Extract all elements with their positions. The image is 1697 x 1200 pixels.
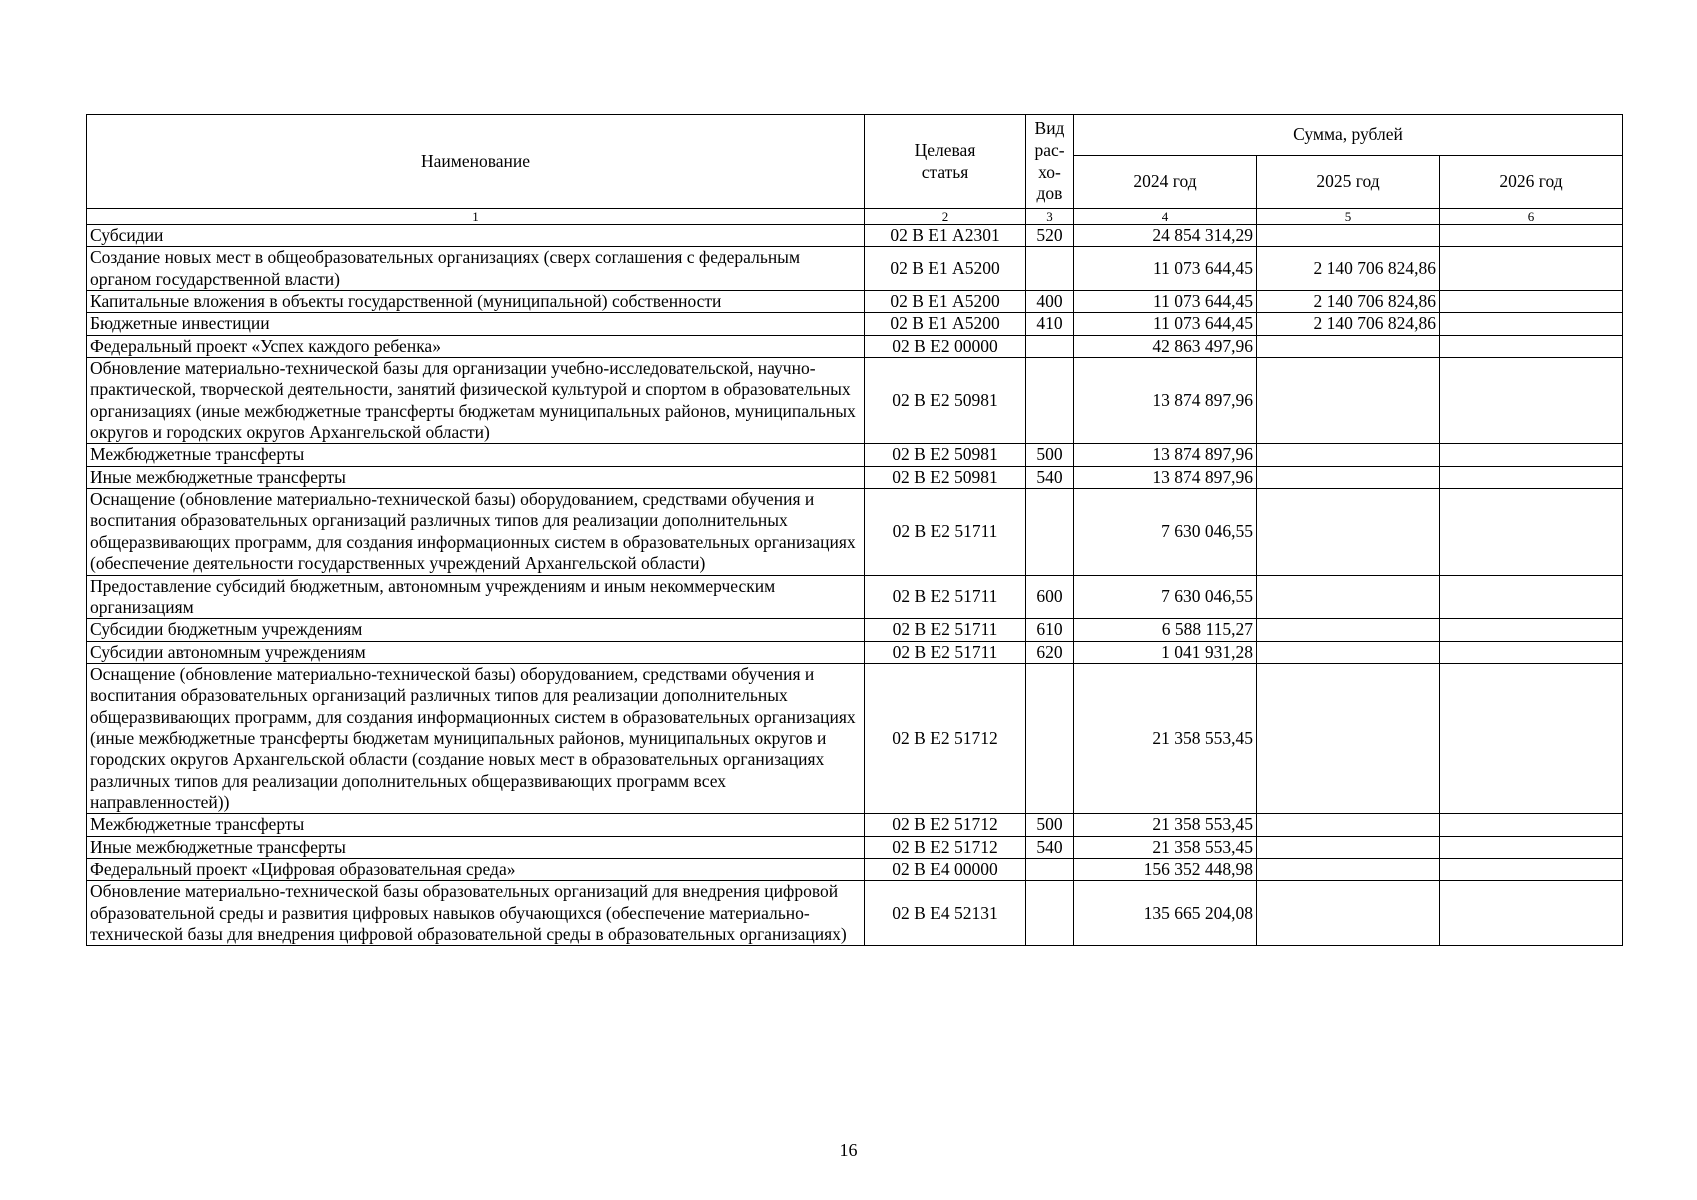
row-target-article: 02 В Е1 А5200	[865, 313, 1026, 335]
row-amount-2026	[1440, 881, 1623, 946]
row-expense-type: 400	[1026, 291, 1074, 313]
table-row	[87, 575, 1623, 619]
row-amount-2026	[1440, 466, 1623, 488]
row-name: Субсидии автономным учреждениям	[87, 641, 865, 663]
row-expense-type: 410	[1026, 313, 1074, 335]
row-amount-2025	[1257, 858, 1440, 880]
row-amount-2026	[1440, 247, 1623, 291]
row-amount-2026	[1440, 619, 1623, 641]
table-row	[87, 358, 1623, 444]
row-amount-2026	[1440, 575, 1623, 619]
row-name: Иные межбюджетные трансферты	[87, 836, 865, 858]
row-expense-type: 540	[1026, 836, 1074, 858]
row-amount-2026	[1440, 291, 1623, 313]
header-year-2024: 2024 год	[1074, 156, 1257, 209]
row-name: Межбюджетные трансферты	[87, 814, 865, 836]
row-amount-2026	[1440, 335, 1623, 357]
row-amount-2024: 1 041 931,28	[1074, 641, 1257, 663]
row-amount-2024: 21 358 553,45	[1074, 663, 1257, 813]
column-number: 3	[1026, 209, 1074, 225]
table-row	[87, 313, 1623, 335]
row-amount-2025	[1257, 836, 1440, 858]
row-amount-2024: 135 665 204,08	[1074, 881, 1257, 946]
column-numbers-row	[87, 209, 1623, 225]
table-row	[87, 881, 1623, 946]
table-row	[87, 858, 1623, 880]
row-name: Субсидии бюджетным учреждениям	[87, 619, 865, 641]
row-expense-type: 500	[1026, 814, 1074, 836]
column-number: 6	[1440, 209, 1623, 225]
row-target-article: 02 В Е2 51711	[865, 575, 1026, 619]
row-name: Субсидии	[87, 225, 865, 247]
row-target-article: 02 В Е2 51711	[865, 489, 1026, 575]
row-expense-type: 610	[1026, 619, 1074, 641]
row-amount-2026	[1440, 489, 1623, 575]
row-amount-2025: 2 140 706 824,86	[1257, 247, 1440, 291]
row-expense-type	[1026, 858, 1074, 880]
row-amount-2026	[1440, 641, 1623, 663]
row-name: Оснащение (обновление материально-технической базы) оборудованием, средствами обучения и воспитания образовательных организаций различных типов для реализации дополнительных общеразвивающих программ, для создания информационных систем в образовательных организациях (обеспечение деятельности государственных учреждений Архангельской области)	[87, 489, 865, 575]
row-amount-2024: 11 073 644,45	[1074, 247, 1257, 291]
row-amount-2025	[1257, 641, 1440, 663]
column-number: 4	[1074, 209, 1257, 225]
row-amount-2026	[1440, 814, 1623, 836]
row-amount-2024: 21 358 553,45	[1074, 814, 1257, 836]
row-expense-type	[1026, 247, 1074, 291]
row-name: Оснащение (обновление материально-технической базы) оборудованием, средствами обучения и воспитания образовательных организаций различных типов для реализации дополнительных общеразвивающих программ, для создания информационных систем в образовательных организациях (иные межбюджетные трансферты бюджетам муниципальных районов, муниципальных округов и городских округов Архангельской области (создание новых мест в образовательных организациях различных типов для реализации дополнительных общеразвивающих программ всех направленностей))	[87, 663, 865, 813]
table-row	[87, 641, 1623, 663]
column-number: 5	[1257, 209, 1440, 225]
row-target-article: 02 В Е4 00000	[865, 858, 1026, 880]
row-amount-2024: 7 630 046,55	[1074, 575, 1257, 619]
row-amount-2026	[1440, 225, 1623, 247]
row-amount-2025	[1257, 225, 1440, 247]
row-expense-type: 500	[1026, 444, 1074, 466]
row-amount-2025	[1257, 881, 1440, 946]
header-expense-type-label: Вид рас-хо-дов	[1034, 118, 1065, 204]
row-amount-2024: 13 874 897,96	[1074, 466, 1257, 488]
row-expense-type	[1026, 663, 1074, 813]
row-amount-2024: 42 863 497,96	[1074, 335, 1257, 357]
row-amount-2024: 11 073 644,45	[1074, 291, 1257, 313]
row-amount-2025	[1257, 575, 1440, 619]
row-name: Иные межбюджетные трансферты	[87, 466, 865, 488]
row-amount-2025	[1257, 619, 1440, 641]
table-row	[87, 225, 1623, 247]
table-row	[87, 335, 1623, 357]
row-name: Обновление материально-технической базы образовательных организаций для внедрения цифровой образовательной среды и развития цифровых навыков обучающихся (обеспечение материально-технической базы для внедрения цифровой образовательной среды в образовательных организациях)	[87, 881, 865, 946]
row-amount-2026	[1440, 836, 1623, 858]
table-row	[87, 814, 1623, 836]
row-expense-type: 620	[1026, 641, 1074, 663]
row-amount-2026	[1440, 444, 1623, 466]
row-target-article: 02 В Е2 51712	[865, 836, 1026, 858]
row-amount-2025	[1257, 358, 1440, 444]
row-amount-2024: 24 854 314,29	[1074, 225, 1257, 247]
row-expense-type: 520	[1026, 225, 1074, 247]
row-amount-2026	[1440, 358, 1623, 444]
column-number: 2	[865, 209, 1026, 225]
header-year-2026: 2026 год	[1440, 156, 1623, 209]
budget-table	[86, 114, 1623, 946]
table-row	[87, 444, 1623, 466]
row-amount-2024: 156 352 448,98	[1074, 858, 1257, 880]
row-target-article: 02 В Е2 51712	[865, 663, 1026, 813]
table-row	[87, 291, 1623, 313]
row-amount-2024: 21 358 553,45	[1074, 836, 1257, 858]
row-amount-2025: 2 140 706 824,86	[1257, 291, 1440, 313]
table-row	[87, 836, 1623, 858]
row-target-article: 02 В Е2 50981	[865, 466, 1026, 488]
header-target-article-label: Целевая статья	[914, 140, 976, 182]
row-amount-2025	[1257, 444, 1440, 466]
row-name: Создание новых мест в общеобразовательных организациях (сверх соглашения с федеральным органом государственной власти)	[87, 247, 865, 291]
row-target-article: 02 В Е2 51712	[865, 814, 1026, 836]
row-name: Бюджетные инвестиции	[87, 313, 865, 335]
row-target-article: 02 В Е2 51711	[865, 641, 1026, 663]
row-name: Межбюджетные трансферты	[87, 444, 865, 466]
table-body	[87, 225, 1623, 946]
row-target-article: 02 В Е2 00000	[865, 335, 1026, 357]
header-amount: Сумма, рублей	[1074, 115, 1623, 156]
row-amount-2024: 11 073 644,45	[1074, 313, 1257, 335]
row-expense-type	[1026, 881, 1074, 946]
row-amount-2024: 13 874 897,96	[1074, 358, 1257, 444]
row-amount-2025	[1257, 814, 1440, 836]
row-name: Федеральный проект «Цифровая образовательная среда»	[87, 858, 865, 880]
row-amount-2026	[1440, 858, 1623, 880]
row-name: Капитальные вложения в объекты государственной (муниципальной) собственности	[87, 291, 865, 313]
row-target-article: 02 В Е1 А5200	[865, 291, 1026, 313]
row-name: Федеральный проект «Успех каждого ребенка»	[87, 335, 865, 357]
row-expense-type: 540	[1026, 466, 1074, 488]
row-amount-2025	[1257, 663, 1440, 813]
row-target-article: 02 В Е2 51711	[865, 619, 1026, 641]
table-row	[87, 466, 1623, 488]
row-expense-type	[1026, 335, 1074, 357]
row-expense-type	[1026, 358, 1074, 444]
row-amount-2026	[1440, 663, 1623, 813]
row-amount-2025	[1257, 489, 1440, 575]
table-row	[87, 619, 1623, 641]
table-row	[87, 489, 1623, 575]
row-name: Предоставление субсидий бюджетным, автономным учреждениям и иным некоммерческим организациям	[87, 575, 865, 619]
row-amount-2025: 2 140 706 824,86	[1257, 313, 1440, 335]
header-row	[87, 115, 1623, 156]
row-expense-type: 600	[1026, 575, 1074, 619]
row-expense-type	[1026, 489, 1074, 575]
table-row	[87, 247, 1623, 291]
column-number: 1	[87, 209, 865, 225]
row-target-article: 02 В Е2 50981	[865, 444, 1026, 466]
row-amount-2024: 6 588 115,27	[1074, 619, 1257, 641]
table-row	[87, 663, 1623, 813]
row-target-article: 02 В Е4 52131	[865, 881, 1026, 946]
row-amount-2024: 7 630 046,55	[1074, 489, 1257, 575]
header-expense-type	[1026, 115, 1074, 209]
row-amount-2025	[1257, 466, 1440, 488]
page-number: 16	[839, 1140, 858, 1160]
row-target-article: 02 В Е1 А5200	[865, 247, 1026, 291]
row-target-article: 02 В Е2 50981	[865, 358, 1026, 444]
header-name: Наименование	[87, 115, 865, 209]
header-target-article	[865, 115, 1026, 209]
row-amount-2025	[1257, 335, 1440, 357]
header-year-2025: 2025 год	[1257, 156, 1440, 209]
row-name: Обновление материально-технической базы для организации учебно-исследовательской, научно-практической, творческой деятельности, занятий физической культурой и спортом в образовательных организациях (иные межбюджетные трансферты бюджетам муниципальных районов, муниципальных округов и городских округов Архангельской области)	[87, 358, 865, 444]
row-target-article: 02 В Е1 А2301	[865, 225, 1026, 247]
row-amount-2024: 13 874 897,96	[1074, 444, 1257, 466]
row-amount-2026	[1440, 313, 1623, 335]
